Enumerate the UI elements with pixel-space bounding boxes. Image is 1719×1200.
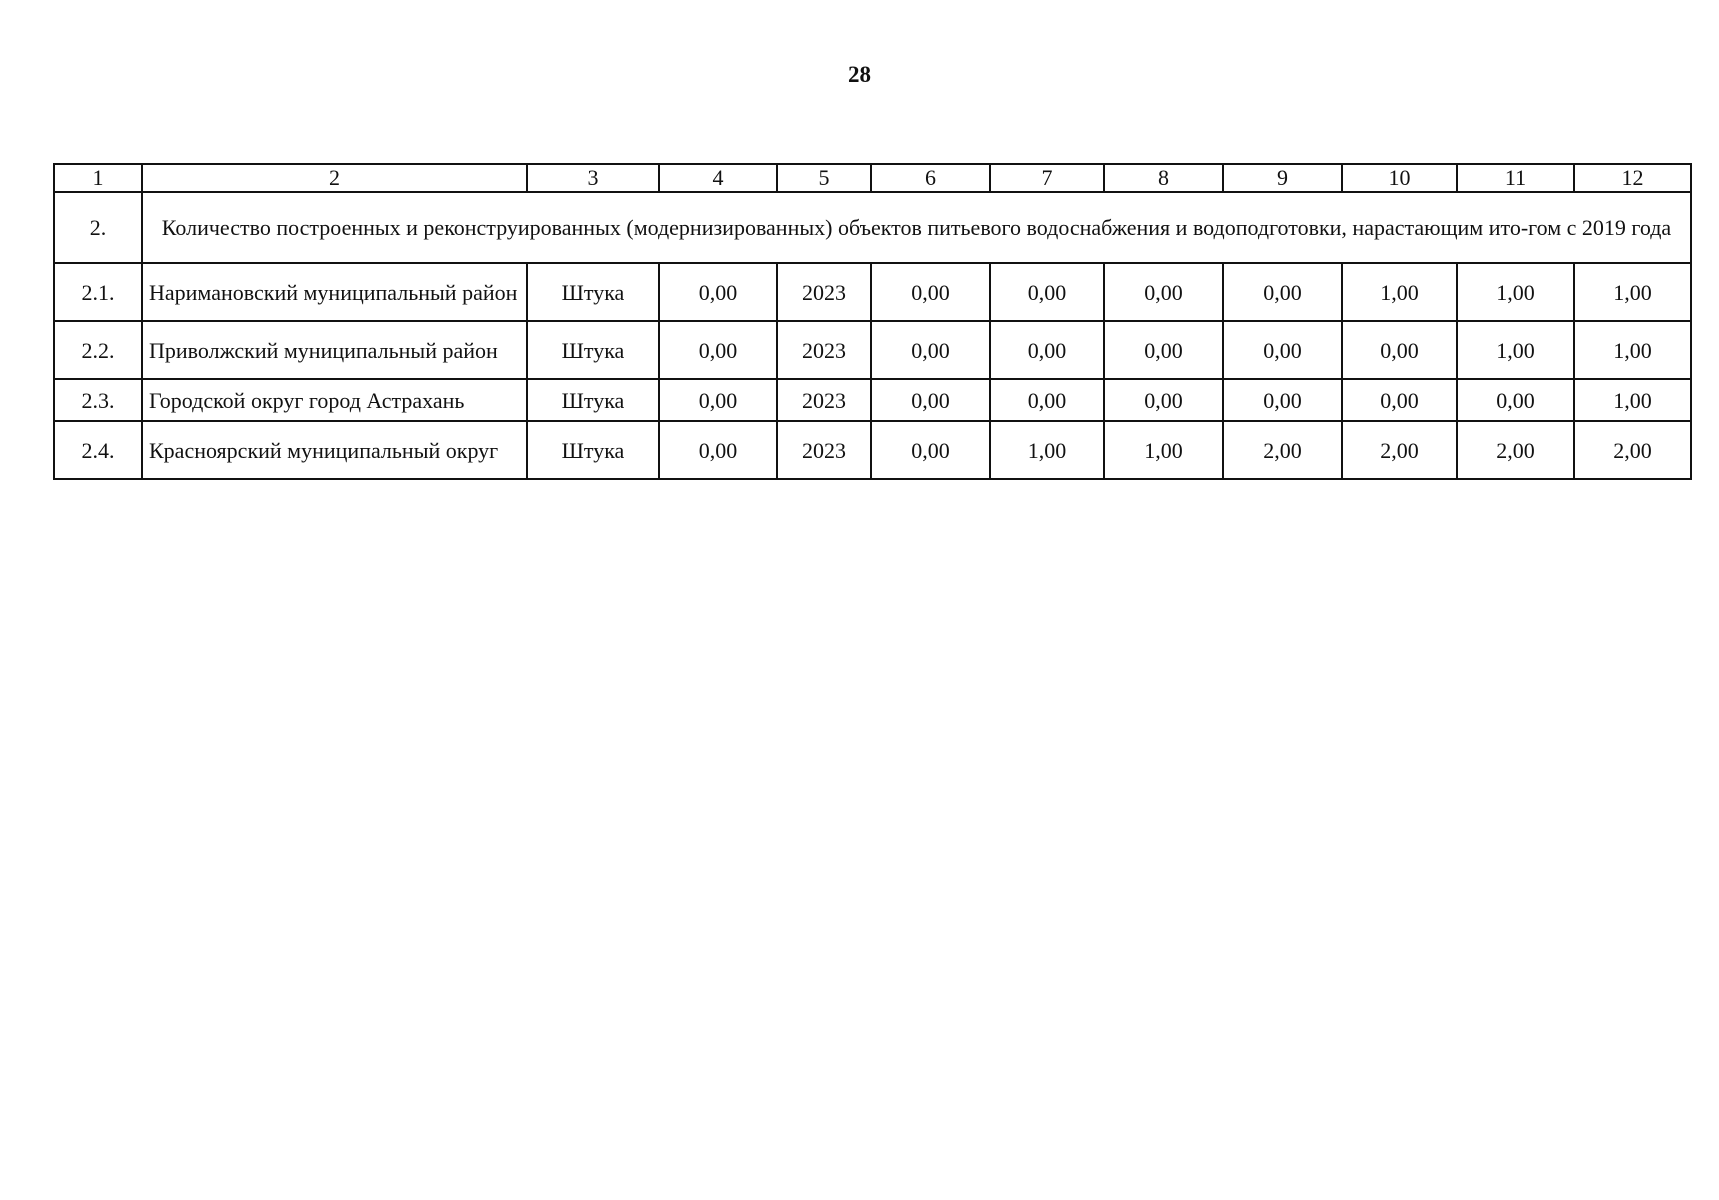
value-cell: 0,00 (1223, 263, 1342, 321)
value-cell: 0,00 (659, 321, 777, 379)
municipality-name: Городской округ город Астрахань (142, 379, 527, 421)
unit-cell: Штука (527, 421, 659, 479)
column-number: 9 (1223, 164, 1342, 192)
column-number: 2 (142, 164, 527, 192)
section-number: 2. (54, 192, 142, 263)
value-cell: 1,00 (1104, 421, 1223, 479)
municipality-name: Красноярский муниципальный округ (142, 421, 527, 479)
value-cell: 0,00 (990, 321, 1104, 379)
year-cell: 2023 (777, 321, 871, 379)
column-number: 11 (1457, 164, 1574, 192)
value-cell: 0,00 (1104, 263, 1223, 321)
unit-cell: Штука (527, 321, 659, 379)
value-cell: 0,00 (1342, 379, 1457, 421)
table-row (54, 421, 1691, 479)
value-cell: 1,00 (990, 421, 1104, 479)
column-number: 4 (659, 164, 777, 192)
municipality-name: Наримановский муниципальный район (142, 263, 527, 321)
indicators-table (53, 163, 1692, 480)
value-cell: 1,00 (1457, 263, 1574, 321)
value-cell: 0,00 (871, 379, 990, 421)
value-cell: 0,00 (1223, 321, 1342, 379)
value-cell: 1,00 (1574, 379, 1691, 421)
value-cell: 1,00 (1574, 263, 1691, 321)
column-number: 6 (871, 164, 990, 192)
table-row (54, 379, 1691, 421)
municipality-name: Приволжский муниципальный район (142, 321, 527, 379)
year-cell: 2023 (777, 263, 871, 321)
value-cell: 0,00 (659, 263, 777, 321)
year-cell: 2023 (777, 379, 871, 421)
value-cell: 0,00 (1223, 379, 1342, 421)
value-cell: 0,00 (990, 379, 1104, 421)
column-number: 12 (1574, 164, 1691, 192)
value-cell: 0,00 (659, 421, 777, 479)
column-number: 5 (777, 164, 871, 192)
unit-cell: Штука (527, 379, 659, 421)
row-number: 2.3. (54, 379, 142, 421)
table-row (54, 321, 1691, 379)
value-cell: 0,00 (659, 379, 777, 421)
value-cell: 0,00 (1342, 321, 1457, 379)
section-row (54, 192, 1691, 263)
value-cell: 1,00 (1457, 321, 1574, 379)
value-cell: 0,00 (1104, 379, 1223, 421)
column-number: 3 (527, 164, 659, 192)
value-cell: 2,00 (1574, 421, 1691, 479)
column-number: 10 (1342, 164, 1457, 192)
page-number: 28 (848, 62, 871, 87)
value-cell: 0,00 (871, 421, 990, 479)
year-cell: 2023 (777, 421, 871, 479)
value-cell: 2,00 (1457, 421, 1574, 479)
value-cell: 0,00 (1104, 321, 1223, 379)
unit-cell: Штука (527, 263, 659, 321)
value-cell: 0,00 (871, 321, 990, 379)
row-number: 2.2. (54, 321, 142, 379)
value-cell: 0,00 (990, 263, 1104, 321)
column-number: 1 (54, 164, 142, 192)
value-cell: 2,00 (1342, 421, 1457, 479)
table-row (54, 263, 1691, 321)
value-cell: 2,00 (1223, 421, 1342, 479)
value-cell: 1,00 (1574, 321, 1691, 379)
row-number: 2.1. (54, 263, 142, 321)
value-cell: 1,00 (1342, 263, 1457, 321)
column-number: 8 (1104, 164, 1223, 192)
value-cell: 0,00 (871, 263, 990, 321)
column-number-row (54, 164, 1691, 192)
value-cell: 0,00 (1457, 379, 1574, 421)
column-number: 7 (990, 164, 1104, 192)
row-number: 2.4. (54, 421, 142, 479)
section-title: Количество построенных и реконструированных (модернизированных) объектов питьевого водоснабжения и водоподготовки, нарастающим ито-гом с 2019 года (142, 192, 1691, 263)
